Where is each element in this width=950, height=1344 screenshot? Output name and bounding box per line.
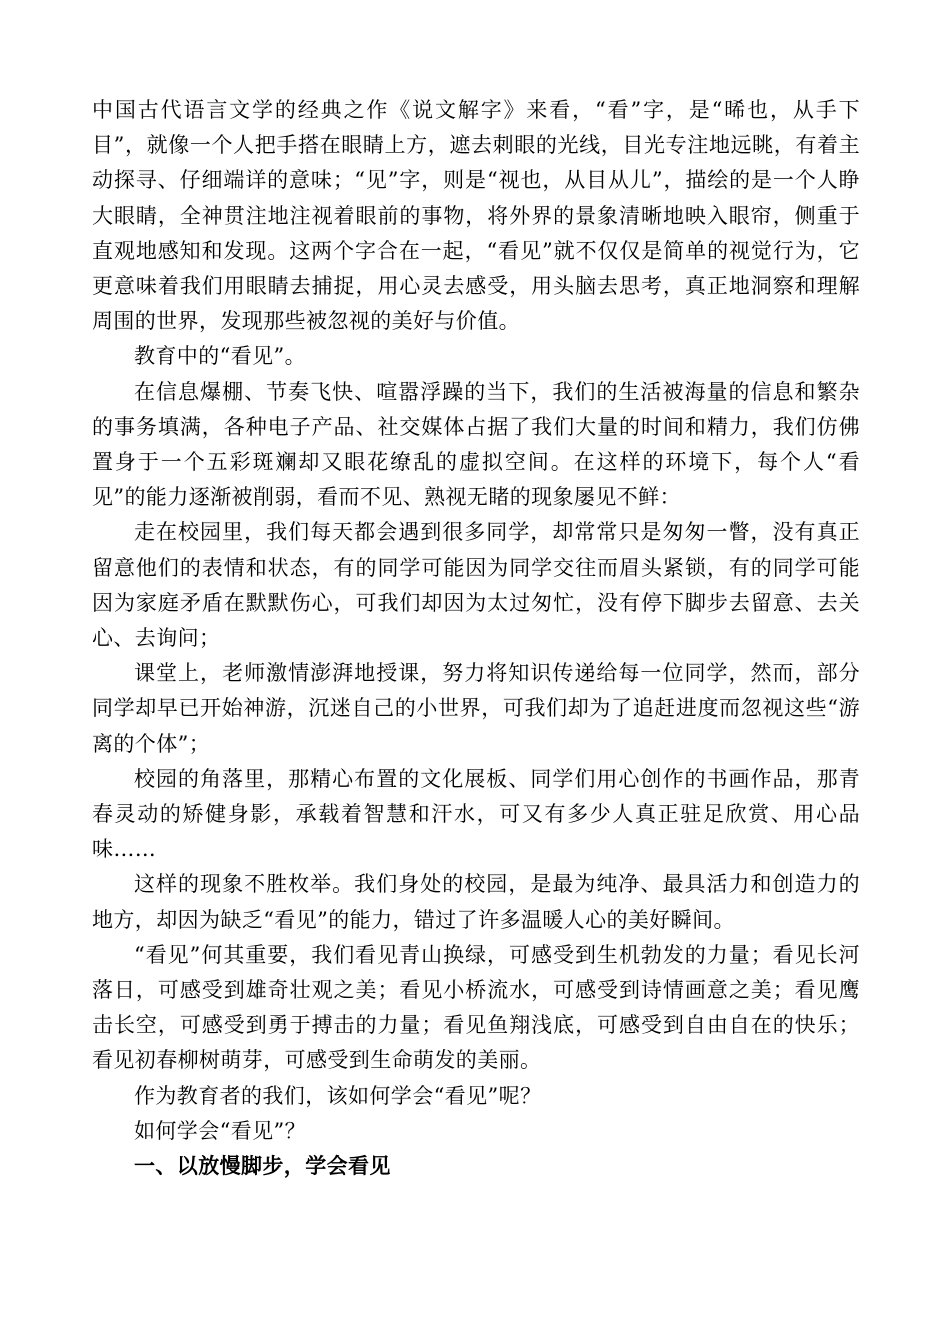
body-paragraph-2: 教育中的“看见”。: [134, 344, 307, 369]
body-paragraph-5: 课堂上，老师激情澎湃地授课，努力将知识传递给每一位同学，然而，部分同学却早已开始神游，沉迷自己的小世界，可我们却为了追赶进度而忽视这些“游离的个体”；: [92, 661, 860, 756]
body-paragraph-1: 中国古代语言文学的经典之作《说文解字》来看，“看”字，是“晞也，从手下目”，就像一个人把手搭在眼睛上方，遮去刺眼的光线，目光专注地远眺，有着主动探寻、仔细端详的意味；“见”字，则是“视也，从目从儿”，描绘的是一个人睁大眼睛，全神贯注地注视着眼前的事物，将外界的景象清晰地映入眼帘，侧重于直观地感知和发现。这两个字合在一起，“看见”就不仅仅是简单的视觉行为，它更意味着我们用眼睛去捕捉，用心灵去感受，用头脑去思考，真正地洞察和理解周围的世界，发现那些被忽视的美好与价值。: [92, 98, 860, 334]
body-paragraph-3: 在信息爆棚、节奏飞快、喧嚣浮躁的当下，我们的生活被海量的信息和繁杂的事务填满，各种电子产品、社交媒体占据了我们大量的时间和精力，我们仿佛置身于一个五彩斑斓却又眼花缭乱的虚拟空间。在这样的环境下，每个人“看见”的能力逐渐被削弱，看而不见、熟视无睹的现象屡见不鲜：: [92, 379, 860, 510]
body-paragraph-8: “看见”何其重要，我们看见青山换绿，可感受到生机勃发的力量；看见长河落日，可感受到雄奇壮观之美；看见小桥流水，可感受到诗情画意之美；看见鹰击长空，可感受到勇于搏击的力量；看见鱼翔浅底，可感受到自由自在的快乐；看见初春柳树萌芽，可感受到生命萌发的美丽。: [92, 942, 860, 1073]
body-paragraph-9: 作为教育者的我们，该如何学会“看见”呢？: [134, 1083, 542, 1108]
body-paragraph-10: 如何学会“看见”？: [134, 1118, 307, 1143]
body-paragraph-7: 这样的现象不胜枚举。我们身处的校园，是最为纯净、最具活力和创造力的地方，却因为缺乏“看见”的能力，错过了许多温暖人心的美好瞬间。: [92, 872, 860, 932]
body-paragraph-4: 走在校园里，我们每天都会遇到很多同学，却常常只是匆匆一瞥，没有真正留意他们的表情和状态，有的同学可能因为同学交往而眉头紧锁，有的同学可能因为家庭矛盾在默默伤心，可我们却因为太过匆忙，没有停下脚步去留意、去关心、去询问；: [92, 520, 860, 651]
section-heading: 一、以放慢脚步，学会看见: [134, 1154, 391, 1179]
body-paragraph-6: 校园的角落里，那精心布置的文化展板、同学们用心创作的书画作品，那青春灵动的矫健身影，承载着智慧和汗水，可又有多少人真正驻足欣赏、用心品味……: [92, 766, 860, 862]
